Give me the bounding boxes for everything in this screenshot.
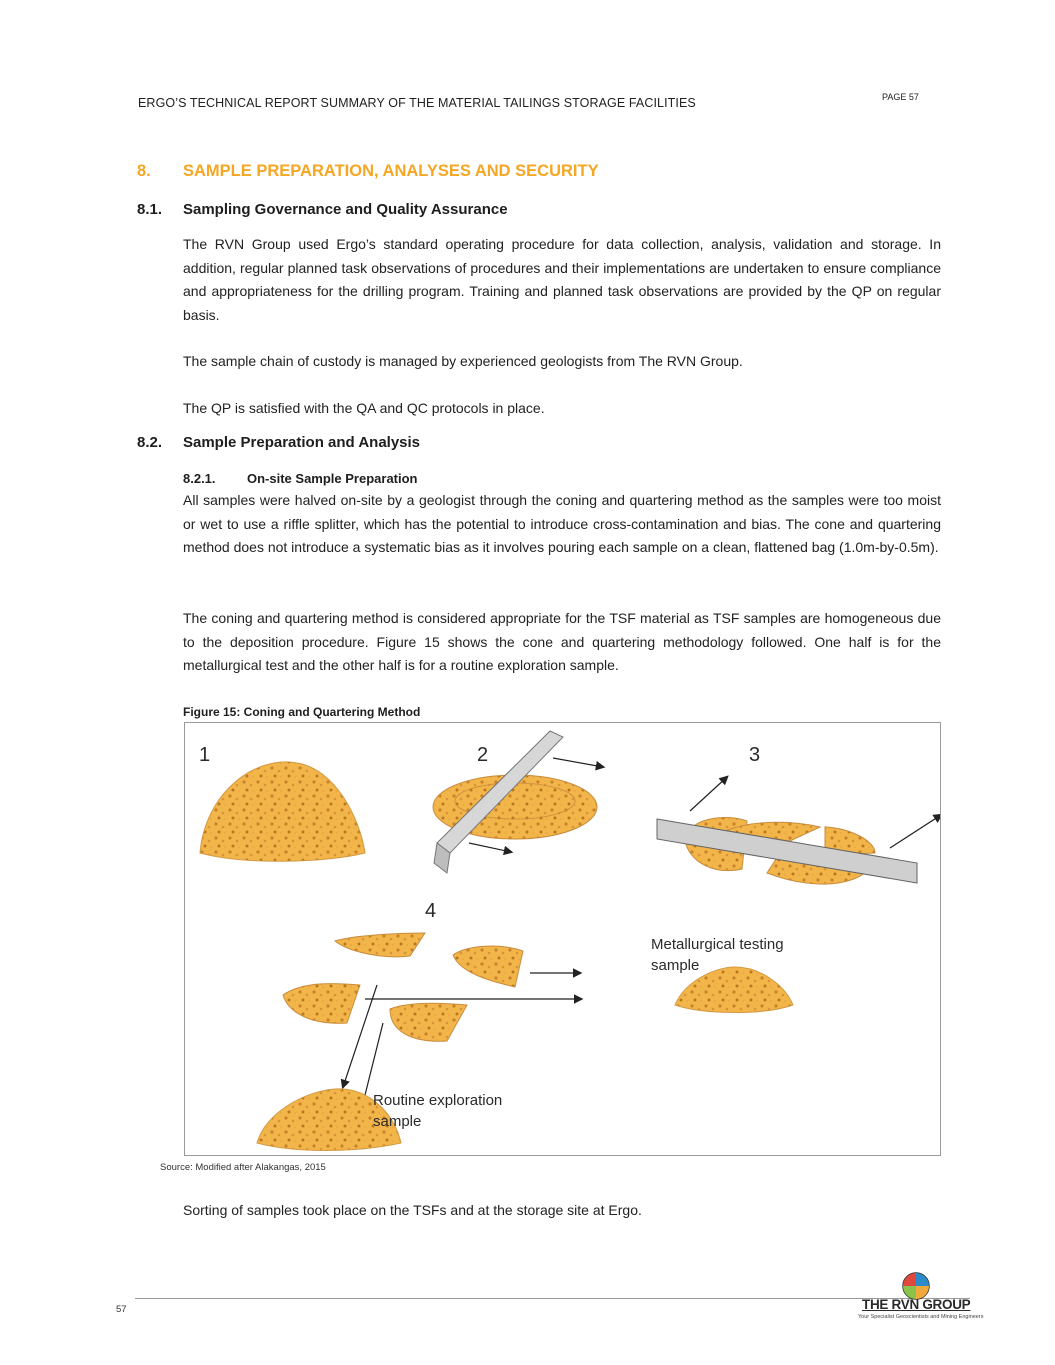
report-header-title: ERGO’S TECHNICAL REPORT SUMMARY OF THE MATERIAL TAILINGS STORAGE FACILITIES <box>138 96 696 110</box>
step-label-1: 1 <box>199 744 211 766</box>
subsection-number: 8.2. <box>137 434 163 451</box>
quarter-piece <box>283 984 360 1024</box>
subsubsection-heading-8-2-1 <box>183 471 418 486</box>
routine-label-2: sample <box>373 1113 422 1130</box>
subsection-number: 8.1. <box>137 201 163 218</box>
footer-divider <box>135 1298 970 1299</box>
arrow-icon <box>890 815 940 848</box>
section-title: SAMPLE PREPARATION, ANALYSES AND SECURITY <box>183 162 599 180</box>
subsection-title: Sampling Governance and Quality Assurance <box>183 201 508 218</box>
step-label-4: 4 <box>425 900 437 922</box>
quarter-piece <box>390 1003 467 1041</box>
rvn-logo-name: THE RVN GROUP <box>862 1297 971 1312</box>
paragraph: The RVN Group used Ergo’s standard operating procedure for data collection, analysis, validation and storage. In addition, regular planned task observations of procedures and their implementations are undertaken to ensure compliance and appropriateness for the drilling program. Training and planned task observations are provided by the QP on regular basis. <box>183 236 941 323</box>
arrow-icon <box>690 777 727 811</box>
step-label-3: 3 <box>749 744 761 766</box>
coning-quartering-figure <box>184 722 941 1156</box>
arrow-icon <box>363 1023 383 1103</box>
header-page-label: PAGE 57 <box>882 92 919 102</box>
section-heading <box>137 162 599 181</box>
subsubsection-number: 8.2.1. <box>183 471 216 486</box>
subsection-title: Sample Preparation and Analysis <box>183 434 421 451</box>
figure-illustration <box>185 723 940 1155</box>
paragraph: The QP is satisfied with the QA and QC protocols in place. <box>183 400 545 416</box>
cone-pile <box>200 762 365 861</box>
quarter-piece <box>453 946 523 987</box>
section-number: 8. <box>137 162 151 180</box>
arrow-icon <box>553 758 603 767</box>
paragraph: The coning and quartering method is considered appropriate for the TSF material as TSF samples are homogeneous due to the deposition procedure. Figure 15 shows the cone and quartering methodology followed. One half is for the metallurgical test and the other half is for a routine exploration sample. <box>183 610 941 673</box>
subsection-heading-8-2 <box>137 434 420 451</box>
metallurgical-label-2: sample <box>651 957 700 974</box>
routine-label: Routine exploration <box>373 1092 503 1109</box>
subsubsection-title: On-site Sample Preparation <box>247 471 418 486</box>
step-label-2: 2 <box>477 744 489 766</box>
closing-paragraph: Sorting of samples took place on the TSFs and at the storage site at Ergo. <box>183 1202 642 1218</box>
figure-caption: Figure 15: Coning and Quartering Method <box>183 705 421 719</box>
rvn-logo-tagline: Your Specialist Geoscientists and Mining Engineers <box>858 1314 984 1320</box>
arrow-icon <box>469 843 511 852</box>
metallurgical-label: Metallurgical testing <box>651 936 784 953</box>
figure-source: Source: Modified after Alakangas, 2015 <box>160 1162 326 1173</box>
quarter-piece <box>335 933 425 957</box>
subsection-heading-8-1 <box>137 201 508 218</box>
footer-page-number: 57 <box>116 1304 127 1315</box>
paragraph: All samples were halved on-site by a geologist through the coning and quartering method as the samples were too moist or wet to use a riffle splitter, which has the potential to introduce cross-contamination and bias. The cone and quartering method does not introduce a systematic bias as it involves pouring each sample on a clean, flattened bag (1.0m-by-0.5m). <box>183 492 941 555</box>
paragraph: The sample chain of custody is managed by experienced geologists from The RVN Group. <box>183 353 743 369</box>
